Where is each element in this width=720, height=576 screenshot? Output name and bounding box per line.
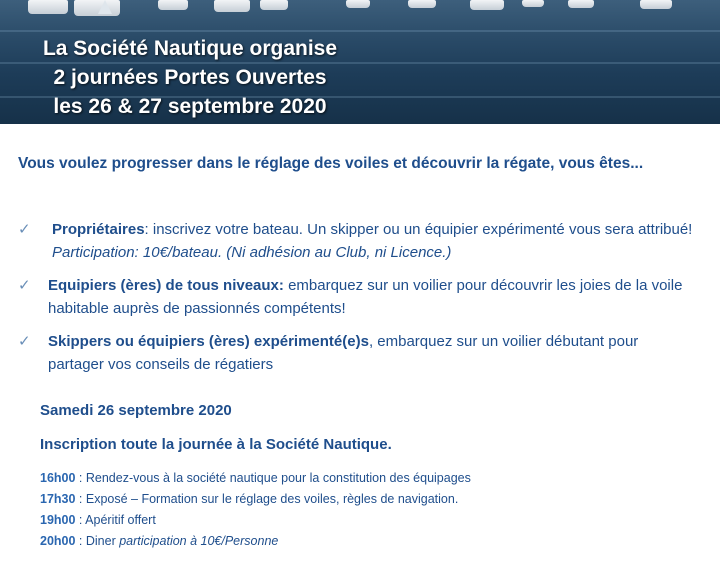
schedule-text: : Diner — [75, 534, 120, 548]
banner-line: 2 journées Portes Ouvertes — [53, 66, 327, 89]
schedule-text: : Apéritif offert — [75, 513, 156, 527]
bullet-text: : inscrivez votre bateau. Un skipper ou un équipier expérimenté vous sera attribué! — [144, 221, 693, 238]
sailboat-icon — [346, 0, 370, 8]
day-subtitle: Inscription toute la journée à la Société Nautique. — [40, 436, 392, 453]
banner-line: La Société Nautique organise — [42, 37, 338, 60]
banner-title — [0, 34, 380, 121]
sailboat-icon — [470, 0, 504, 10]
schedule-item — [40, 513, 680, 527]
sailboat-icon — [28, 0, 68, 14]
schedule-text: : Exposé – Formation sur le réglage des voiles, règles de navigation. — [75, 492, 459, 506]
bullet-text: , embarquez sur un voilier débutant pour partager vos conseils de régatiers — [48, 333, 639, 373]
schedule-time: 17h30 — [40, 492, 76, 506]
schedule-item — [40, 471, 680, 485]
sailboat-icon — [260, 0, 288, 10]
sailboat-icon — [640, 0, 672, 9]
bullet-note: Participation: 10€/bateau. (Ni adhésion au Club, ni Licence.) — [52, 244, 452, 261]
bullet-text: embarquez sur un voilier pour découvrir les joies de la voile habitable auprès de passionnés compétents! — [48, 277, 683, 317]
banner-line: les 26 & 27 septembre 2020 — [53, 95, 327, 118]
schedule-item — [40, 492, 680, 506]
schedule-time: 16h00 — [40, 471, 76, 485]
sailboat-icon — [568, 0, 594, 8]
check-icon: ✓ — [18, 277, 31, 294]
check-icon: ✓ — [18, 333, 31, 350]
schedule-time: 19h00 — [40, 513, 76, 527]
bullet-label: Propriétaires — [52, 221, 145, 238]
intro-text: Vous voulez progresser dans le réglage des voiles et découvrir la régate, vous êtes... — [18, 155, 644, 172]
check-icon: ✓ — [18, 221, 31, 238]
sailboat-icon — [158, 0, 188, 10]
header-banner — [0, 0, 720, 124]
schedule-note: participation à 10€/Personne — [119, 534, 279, 548]
water-ripple — [0, 30, 720, 32]
schedule-time: 20h00 — [40, 534, 76, 548]
schedule-text: : Rendez-vous à la société nautique pour la constitution des équipages — [75, 471, 471, 485]
sailboat-icon — [522, 0, 544, 7]
bullet-label: Equipiers (ères) de tous niveaux: — [48, 277, 284, 294]
day-title: Samedi 26 septembre 2020 — [40, 402, 232, 419]
schedule-item — [40, 534, 680, 548]
sail-icon — [98, 0, 112, 14]
sailboat-icon — [408, 0, 436, 8]
sailboat-icon — [214, 0, 250, 12]
sailboat-icon — [74, 0, 120, 16]
bullet-label: Skippers ou équipiers (ères) expérimenté(e)s — [48, 333, 369, 350]
